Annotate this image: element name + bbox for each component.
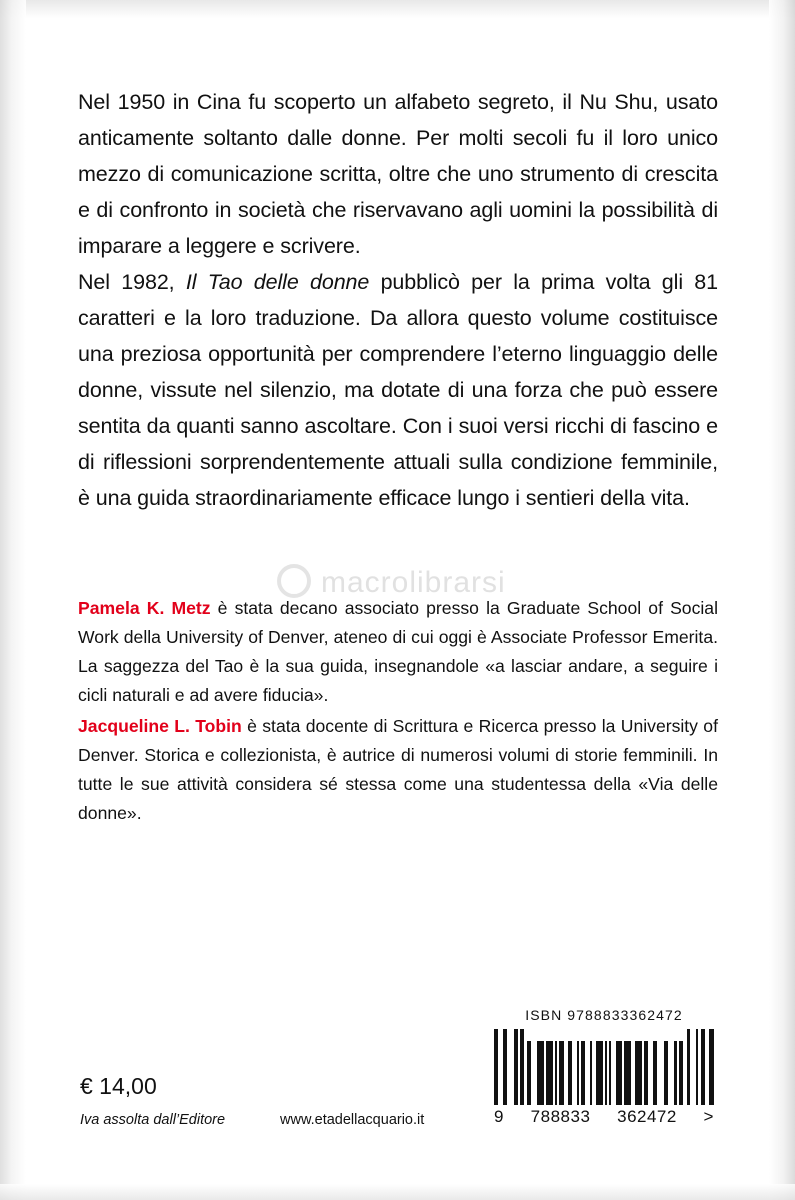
barcode-digit-right: > <box>703 1107 714 1126</box>
author-bio-1-text: è stata decano associato presso la Graduate School of Social Work della University of Denver, ateneo di cui oggi è Associate Professor Emerita. La saggezza del Tao è la sua guida, insegnandole «a lasciar andare, a seguire i cicli naturali e ad avere fiducia». <box>78 598 718 705</box>
page-edge-right <box>769 0 795 1200</box>
page-edge-top <box>0 0 795 18</box>
barcode-digit-group-2: 362472 <box>617 1107 677 1126</box>
author-bio-2-text: è stata docente di Scrittura e Ricerca presso la University of Denver. Storica e collezionista, è autrice di numerosi volumi di storie femminili. In tutte le sue attività considera sé stessa come una studentessa della «Via delle donne». <box>78 716 718 823</box>
iva-note: Iva assolta dall’Editore <box>80 1112 226 1128</box>
book-title-italic: Il Tao delle donne <box>185 270 370 294</box>
cover-text-content <box>78 84 718 828</box>
blurb-paragraph-2 <box>78 264 718 516</box>
blurb-paragraph-1: Nel 1950 in Cina fu scoperto un alfabeto segreto, il Nu Shu, usato anticamente soltanto dalle donne. Per molti secoli fu il loro unico mezzo di comunicazione scritta, oltre che uno strumento di crescita e di confronto in società che riservavano agli uomini la possibilità di imparare a leggere e scrivere. <box>78 90 718 258</box>
blurb-section <box>78 84 718 516</box>
page-edge-left <box>0 0 26 1200</box>
author-name-metz: Pamela K. Metz <box>78 598 211 618</box>
author-bio-2 <box>78 712 718 828</box>
barcode-image <box>494 1029 714 1105</box>
author-bio-1 <box>78 594 718 710</box>
publisher-website: www.etadellacquario.it <box>280 1112 425 1128</box>
price-label: € 14,00 <box>80 1073 157 1099</box>
isbn-label: ISBN 9788833362472 <box>525 1007 683 1023</box>
author-name-tobin: Jacqueline L. Tobin <box>78 716 242 736</box>
barcode-digit-left: 9 <box>494 1107 504 1126</box>
watermark-label: macrolibrarsi <box>321 566 506 599</box>
author-bios-section <box>78 594 718 828</box>
barcode-block <box>494 1007 714 1127</box>
page-edge-bottom <box>0 1184 795 1200</box>
barcode-digits <box>494 1107 714 1127</box>
blurb-paragraph-2-prefix: Nel 1982, <box>78 270 186 294</box>
barcode-digit-group-1: 788833 <box>530 1107 591 1126</box>
blurb-paragraph-2-rest: pubblicò per la prima volta gli 81 caratteri e la loro traduzione. Da allora questo volume costituisce una preziosa opportunità per comprendere l’eterno linguaggio delle donne, vissute nel silenzio, ma dotate di una forza che può essere sentita da quanti sanno ascoltare. Con i suoi versi ricchi di fascino e di riflessioni sorprendentemente attuali sulla condizione femminile, è una guida straordinariamente efficace lungo i sentieri della vita. <box>78 270 719 510</box>
